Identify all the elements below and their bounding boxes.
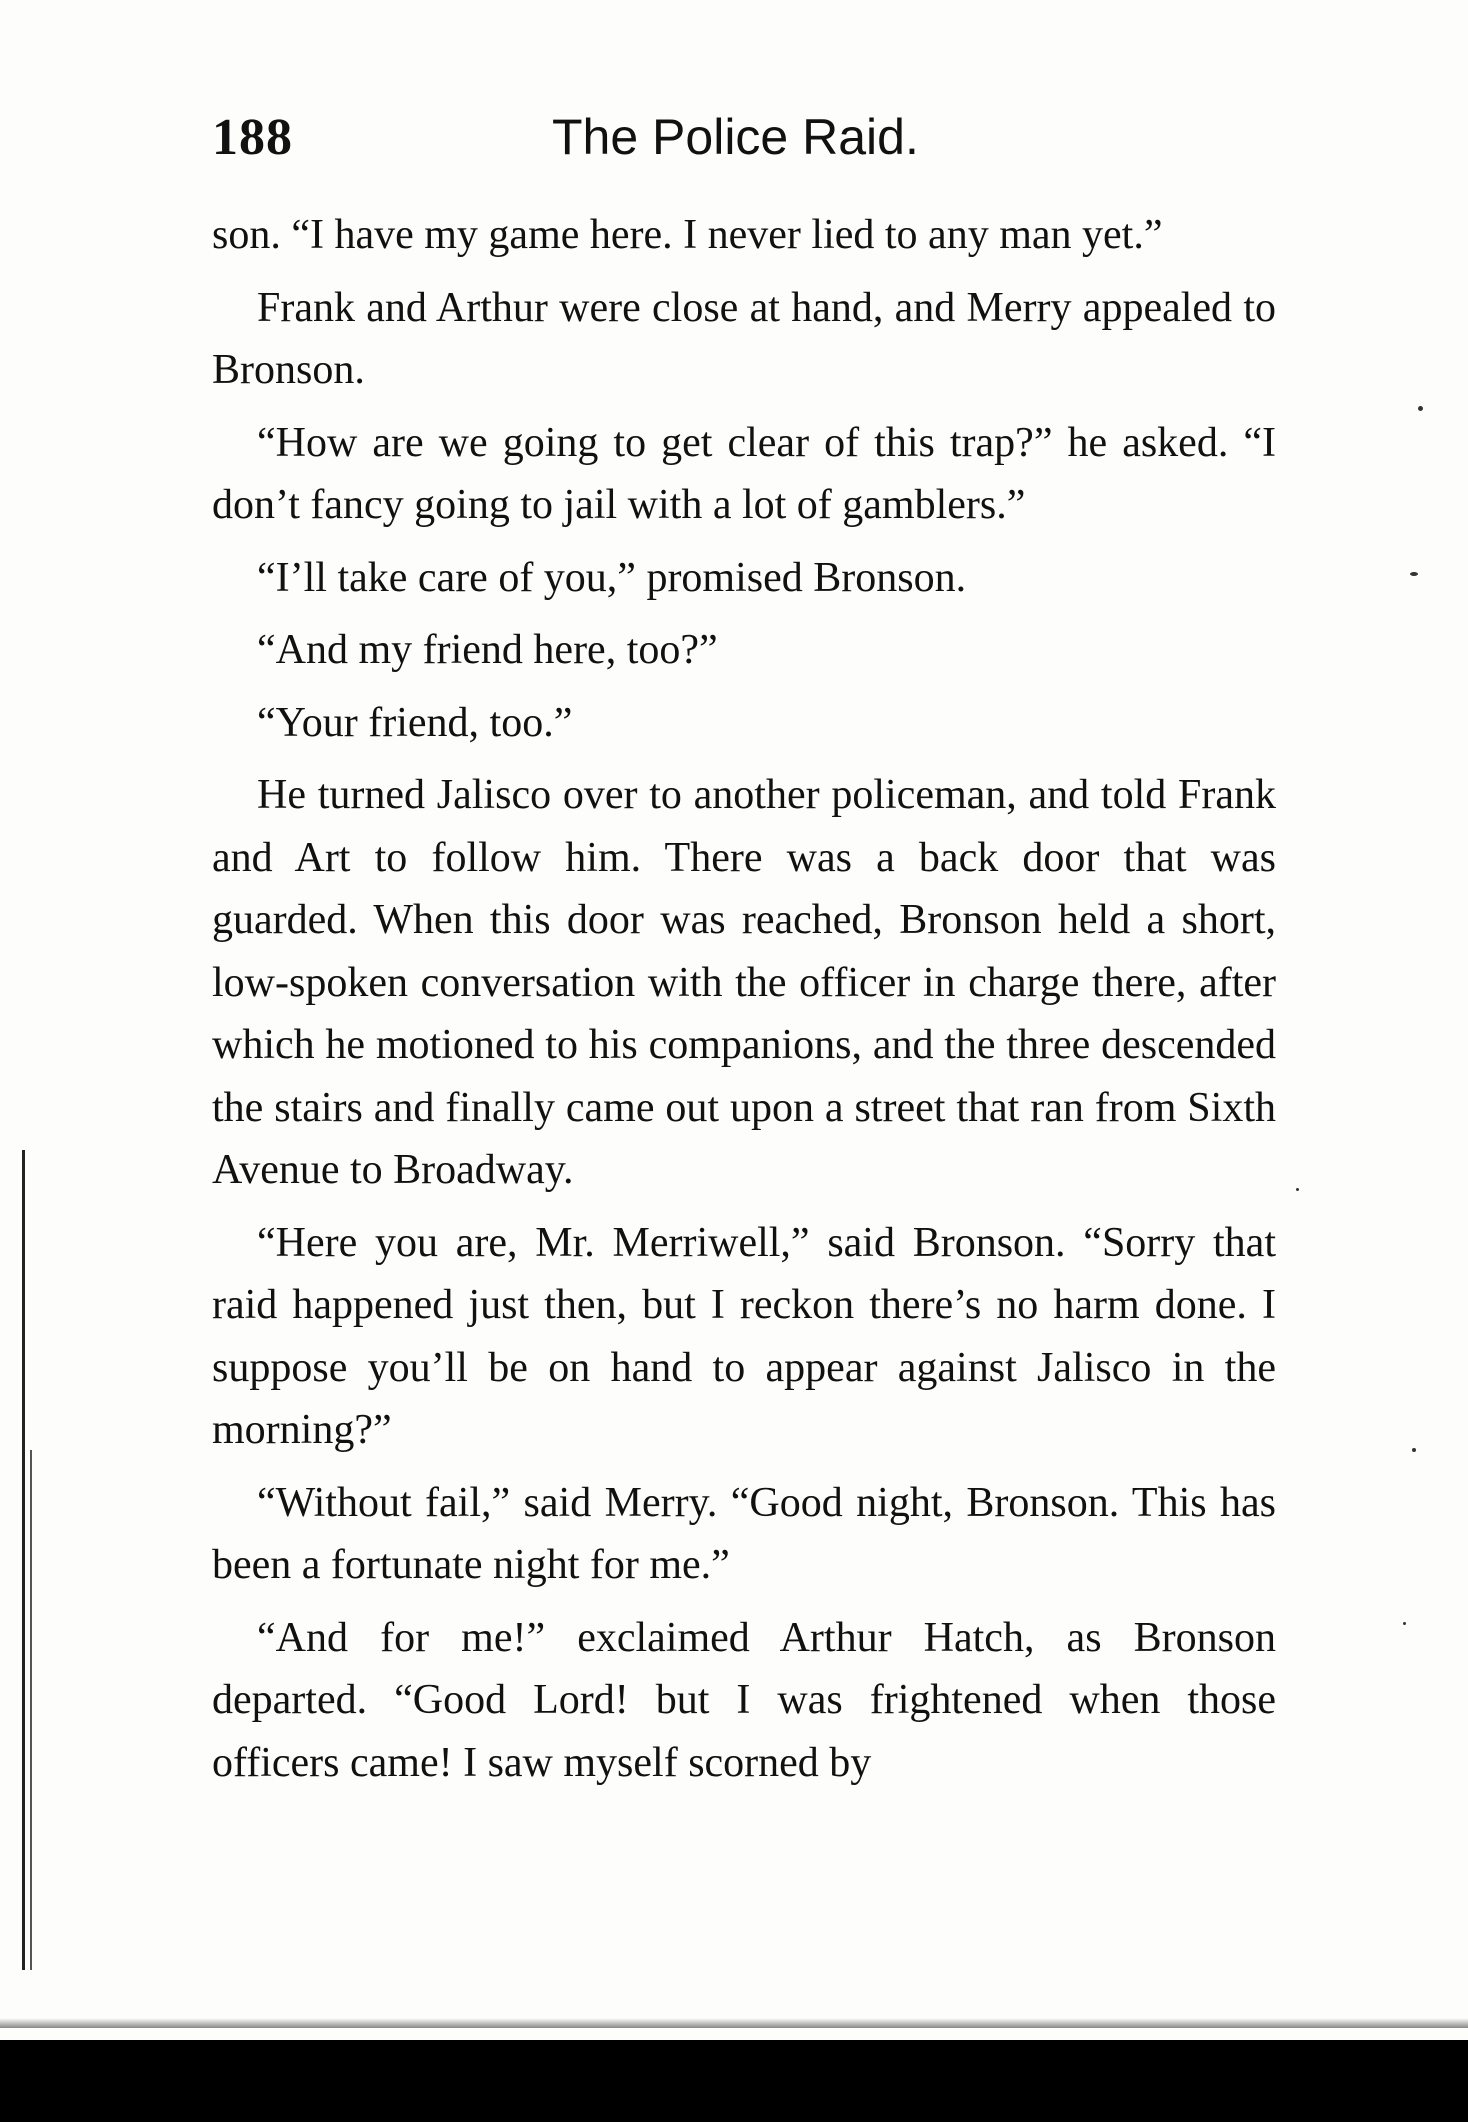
paragraph: “I’ll take care of you,” promised Bronson. [257, 554, 967, 601]
paragraph: son. “I have my game here. I never lied to any man yet.” [212, 212, 1163, 258]
paragraph: “And for me!” exclaimed Arthur Hatch, as Bronson departed. “Good Lord! but I was frightened when those officers came! I saw myself scorned by [212, 1614, 1276, 1786]
body-text [212, 204, 1276, 1804]
scan-bottom-band [0, 2040, 1468, 2122]
scan-speck [1403, 1622, 1406, 1625]
paragraph: “Your friend, too.” [257, 699, 573, 746]
scan-shadow [0, 2018, 1468, 2028]
paragraph: “Without fail,” said Merry. “Good night, Bronson. This has been a fortunate night for me.” [212, 1479, 1276, 1588]
scan-speck [1412, 1448, 1416, 1452]
scan-edge-line [30, 1450, 32, 1970]
scan-speck [1296, 1188, 1299, 1191]
paragraph: Frank and Arthur were close at hand, and Merry appealed to Bronson. [212, 284, 1276, 393]
page-number: 188 [212, 109, 293, 166]
scan-edge-line [22, 1150, 25, 1970]
running-title: The Police Raid. [552, 109, 919, 165]
page-header [212, 108, 1272, 178]
scan-speck [1410, 572, 1418, 576]
paragraph: “And my friend here, too?” [257, 627, 718, 673]
paragraph: “Here you are, Mr. Merriwell,” said Bronson. “Sorry that raid happened just then, but I reckon there’s no harm done. I suppose you’ll be on hand to appear against Jalisco in the morning?” [212, 1219, 1276, 1453]
paragraph: “How are we going to get clear of this trap?” he asked. “I don’t fancy going to jail with a lot of gamblers.” [212, 419, 1276, 528]
paragraph: He turned Jalisco over to another policeman, and told Frank and Art to follow him. There was a back door that was guarded. When this door was reached, Bronson held a short, low-spoken conversation with the officer in charge there, after which he motioned to his companions, and the three descended the stairs and finally came out upon a street that ran from Sixth Avenue to Broadway. [212, 772, 1276, 1193]
scan-speck [1418, 406, 1423, 411]
